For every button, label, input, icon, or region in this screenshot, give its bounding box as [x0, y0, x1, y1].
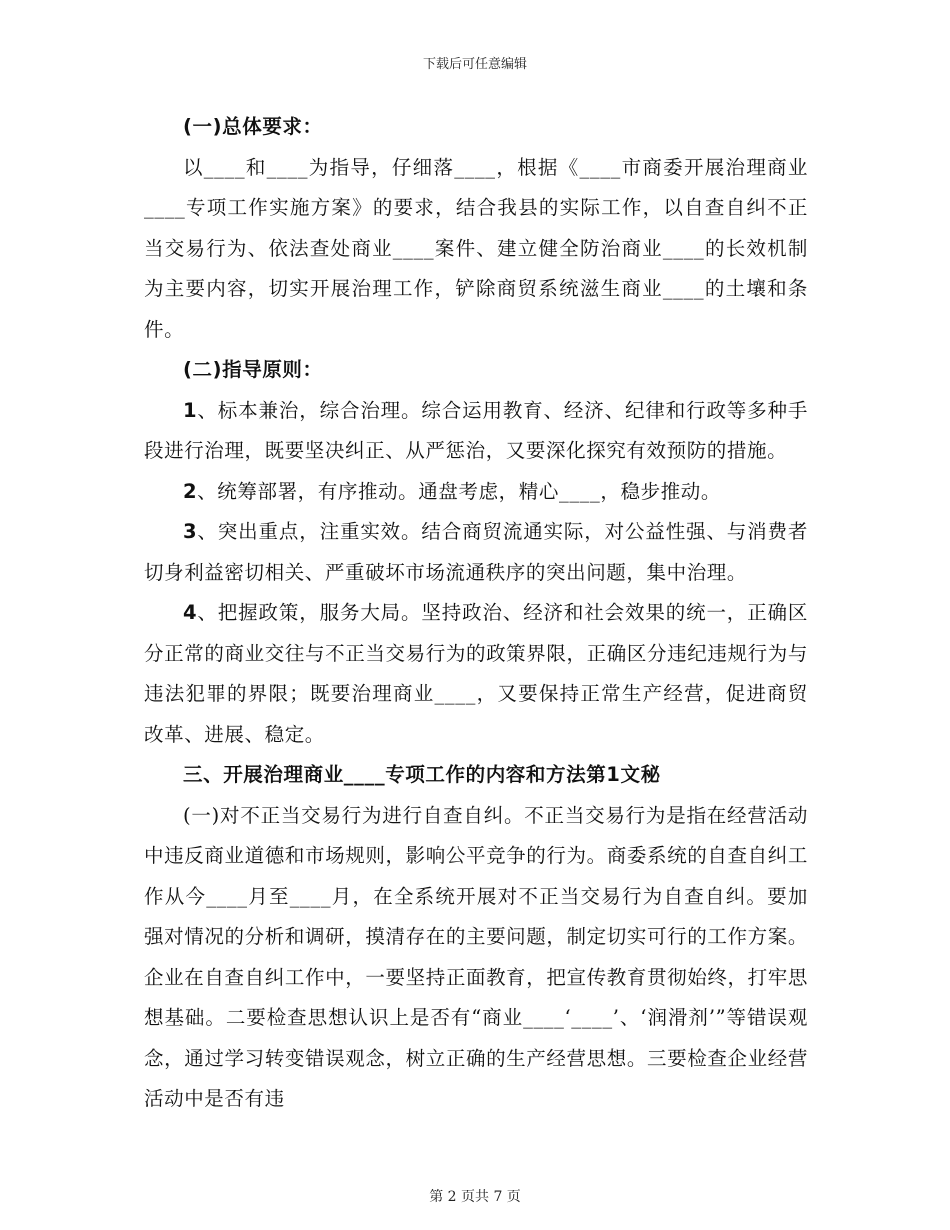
principle-item-2 — [144, 472, 808, 513]
principle-text: 、突出重点，注重实效。结合商贸流通实际，对公益性强、与消费者切身利益密切相关、严重破坏市场流通秩序的突出问题，集中治理。 — [144, 520, 808, 584]
section-heading-general-requirements: (一)总体要求： — [183, 115, 323, 138]
principle-item-1 — [144, 391, 808, 472]
section-heading-guiding-principles: (二)指导原则： — [183, 358, 323, 381]
principle-text: 、标本兼治，综合治理。综合运用教育、经济、纪律和行政等多种手段进行治理，既要坚决纠正、从严惩治，又要深化探究有效预防的措施。 — [144, 398, 808, 462]
document-body — [144, 107, 808, 1120]
principle-item-3 — [144, 512, 808, 593]
page-footer: 第 2 页共 7 页 — [429, 1189, 521, 1205]
general-requirements-paragraph: 以____和____为指导，仔细落____，根据《____市商委开展治理商业____专项工作实施方案》的要求，结合我县的实际工作，以自查自纠不正当交易行为、依法查处商业____案件、建立健全防治商业____的长效机制为主要内容，切实开展治理工作，铲除商贸系统滋生商业____的土壤和条件。 — [144, 155, 808, 341]
principle-number: 2 — [183, 479, 198, 503]
principle-item-4 — [144, 593, 808, 755]
principle-number: 4 — [183, 601, 198, 624]
page-header: 下载后可任意编辑 — [422, 57, 527, 72]
principle-number: 1 — [183, 398, 198, 422]
principle-number: 3 — [183, 520, 198, 543]
section-heading-content-and-methods: 三、开展治理商业____专项工作的内容和方法第1文秘 — [183, 763, 661, 786]
principle-text: 、把握政策，服务大局。坚持政治、经济和社会效果的统一，正确区分正常的商业交往与不正当交易行为的政策界限，正确区分违纪违规行为与违法犯罪的界限；既要治理商业____，又要保持正常生产经营，促进商贸改革、进展、稳定。 — [144, 601, 808, 746]
content-and-methods-paragraph: (一)对不正当交易行为进行自查自纠。不正当交易行为是指在经营活动中违反商业道德和市场规则，影响公平竞争的行为。商委系统的自查自纠工作从今____月至____月，在全系统开展对不正当交易行为自查自纠。要加强对情况的分析和调研，摸清存在的主要问题，制定切实可行的工作方案。企业在自查自纠工作中，一要坚持正面教育，把宣传教育贯彻始终，打牢思想基础。二要检查思想认识上是否有“商业____‘____’、‘润滑剂’”等错误观念，通过学习转变错误观念，树立正确的生产经营思想。三要检查企业经营活动中是否有违 — [144, 803, 808, 1110]
principle-text: 、统筹部署，有序推动。通盘考虑，精心____，稳步推动。 — [197, 479, 721, 503]
